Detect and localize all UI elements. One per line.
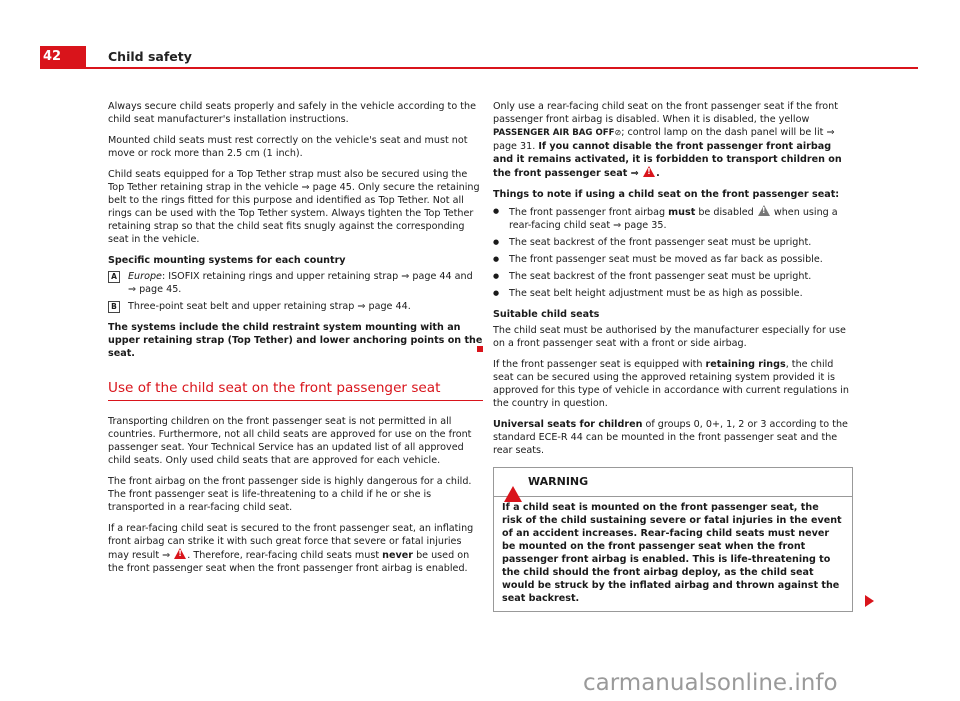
text: The front passenger front airbag [509, 207, 669, 218]
warning-label: WARNING [528, 475, 589, 488]
things-list [493, 205, 853, 300]
text: Only use a rear-facing child seat on the front passenger seat if the front passenger front airbag is disabled. When it is disabled, the yellow [493, 101, 839, 125]
mount-tag-b: B [108, 301, 120, 313]
paragraph-top-tether [108, 168, 483, 246]
chapter-title: Child safety [108, 49, 192, 64]
text: Child seats equipped for a Top Tether strap must also be secured using the Top Tether retaining strap in the vehicle [108, 169, 468, 193]
warning-icon [758, 205, 770, 216]
text: ; control lamp on the dash panel will be lit ⇒ page 31. [493, 127, 835, 152]
watermark: carmanualsonline.info [583, 670, 838, 696]
text: be used on the front passenger seat when the front passenger front airbag is enabled. [108, 550, 470, 574]
systems-note-text: The systems include the child restraint system mounting with an upper retaining strap (Top Tether) and lower anchoring points on the seat. [108, 322, 483, 359]
page-number: 42 [40, 46, 86, 68]
paragraph-airbag-danger: The front airbag on the front passenger side is highly dangerous for a child. The front passenger seat is life-threatening to a child if he or she is transported in a rear-facing child seat. [108, 476, 472, 513]
text-universal: Universal seats for children [493, 419, 643, 430]
paragraph-universal [493, 418, 853, 457]
warning-icon[interactable] [174, 548, 186, 559]
text: be disabled [695, 207, 757, 218]
paragraph-retaining [493, 358, 853, 410]
paragraph-transporting: Transporting children on the front passenger seat is not permitted in all countries. Furthermore, not all child seats are approved for use on the front passenger seat. Your Technical Service has an updated list of all approved child seats. Only used child seats that are approved for each vehicle. [108, 416, 472, 466]
warning-body [494, 497, 852, 611]
page-header [40, 46, 918, 68]
paragraph-suitable: The child seat must be authorised by the manufacturer especially for use on a front passenger seat with a front or side airbag. [493, 325, 846, 349]
list-item [493, 205, 853, 232]
text-retaining-rings: retaining rings [705, 359, 786, 370]
list-item: ● The front passenger seat must be moved as far back as possible. [493, 253, 853, 266]
warning-icon[interactable] [643, 166, 655, 177]
mount-a-label: Europe [128, 271, 162, 282]
text: If a rear-facing child seat is secured to the front passenger seat, an inflating front airbag can strike it with such great force that severe or fatal injuries may result ⇒ [108, 523, 474, 561]
period: . [656, 168, 660, 179]
text: of groups 0, 0+, 1, 2 or 3 according to the standard ECE-R 44 can be mounted in the front passenger seat and the rear seats. [493, 419, 848, 456]
text: ⇒ [627, 168, 643, 179]
things-heading: Things to note if using a child seat on the front passenger seat: [493, 189, 840, 200]
paragraph-rear-facing [108, 522, 483, 575]
text: . Therefore, rear-facing child seats must [187, 550, 383, 561]
text-must: must [668, 207, 696, 218]
right-column [493, 100, 853, 612]
suitable-heading: Suitable child seats [493, 309, 600, 320]
list-item: ● The seat backrest of the front passenger seat must be upright. [493, 270, 853, 283]
continue-arrow-icon [865, 595, 874, 607]
warning-text: If a child seat is mounted on the front passenger seat, the risk of the child sustaining severe or fatal injuries in the event of an accident increases. Rear-facing child seats must never be mounted on the front passenger seat when the front passenger front airbag is enabled. This is life-threatening to the child should the front airbag deploy, as the child seat would be struck by the inflated airbag and thrown against the seat backrest. [502, 502, 842, 604]
passenger-airbag-lamp-label: PASSENGER AIR BAG OFF [493, 128, 615, 138]
header-rule [40, 67, 918, 69]
mount-tag-a: A [108, 271, 120, 283]
mounting-heading: Specific mounting systems for each country [108, 255, 346, 266]
text-never: never [382, 550, 414, 561]
paragraph-secure-seats: Always secure child seats properly and safely in the vehicle according to the child seat manufacturer's installation instructions. [108, 101, 476, 125]
text: If the front passenger seat is equipped with [493, 359, 706, 370]
text-bold-warning: If you cannot disable the front passenger front airbag and it remains activated, it is forbidden to transport children on the front passenger seat [493, 141, 842, 179]
systems-note [108, 321, 483, 360]
mount-item-b [108, 300, 483, 313]
mount-b-text: Three-point seat belt and upper retaining strap ⇒ page 44. [128, 301, 411, 312]
list-item: ● The seat backrest of the front passenger seat must be upright. [493, 236, 853, 249]
paragraph-rear-facing-allowed [493, 100, 853, 180]
paragraph-mounted-seats: Mounted child seats must rest correctly on the vehicle's seat and must not move or rock more than 2.5 cm (1 inch). [108, 135, 468, 159]
page-ref-link[interactable]: ⇒ page 45 [301, 182, 352, 193]
section-title: Use of the child seat on the front passenger seat [108, 382, 483, 401]
airbag-off-icon: ⊘ [614, 128, 622, 137]
text: when using a rear-facing child seat ⇒ page 35. [509, 207, 838, 231]
mount-a-text: : ISOFIX retaining rings and upper retaining strap ⇒ page 44 and ⇒ page 45. [128, 271, 473, 295]
list-item: ● The seat belt height adjustment must be as high as possible. [493, 287, 853, 300]
warning-box [493, 467, 853, 612]
text: , the child seat can be secured using the approved retaining system provided it is approved for this type of vehicle in accordance with current regulations in the country in question. [493, 359, 849, 409]
text: . Only secure the retaining belt to the rings fitted for this purpose and identified as Top Tether. Not all rings can be used with the Top Tether system. Always tighten the Top Tether retaining strap so that the child seat fits snugly against the corresponding seat in the vehicle. [108, 182, 480, 245]
warning-header [494, 468, 852, 497]
left-column [108, 100, 483, 583]
warning-triangle-icon [504, 474, 522, 487]
mount-item-a [108, 270, 483, 296]
